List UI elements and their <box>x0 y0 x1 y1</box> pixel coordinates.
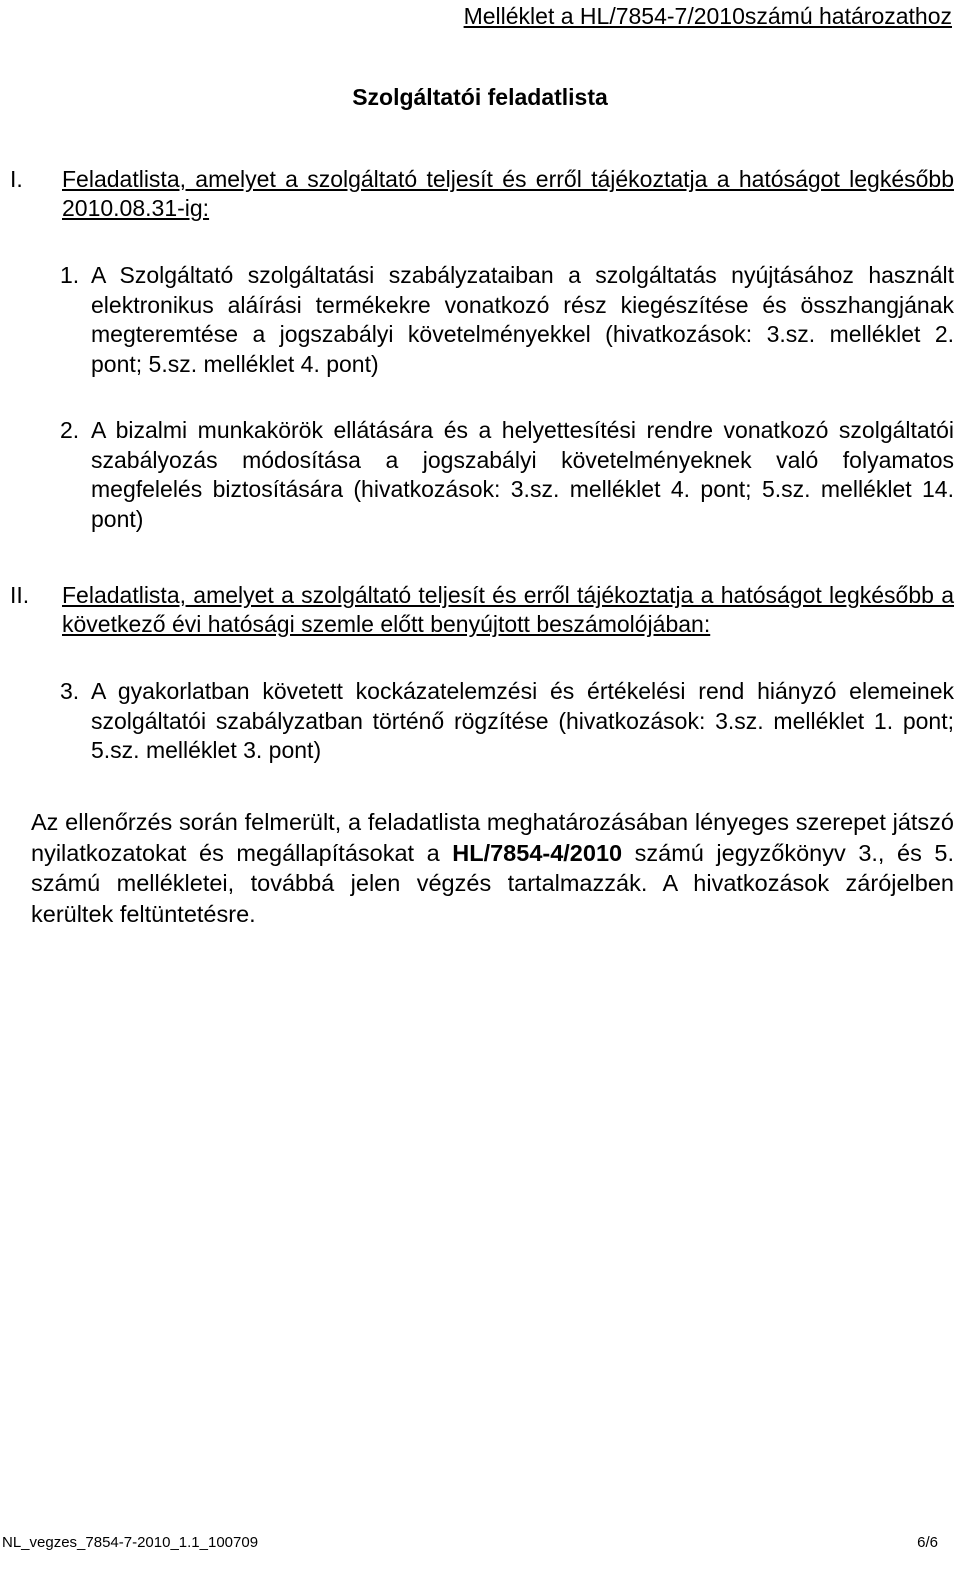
task-item-3 <box>60 677 954 766</box>
protocol-reference: HL/7854-4/2010 <box>452 839 623 866</box>
section-number: I. <box>10 166 23 192</box>
item-number: 3. <box>60 678 80 704</box>
closing-text-start: Az ellenőrzés során felmerült, a feladatlista meghatározásában lényeges szerepet játszó nyilatkozatokat és megállapításokat a <box>31 809 954 866</box>
section-number: II. <box>10 582 30 608</box>
section-heading-1 <box>10 165 954 223</box>
item-text: A Szolgáltató szolgáltatási szabályzataiban a szolgáltatás nyújtásához használt elektronikus aláírási termékekre vonatkozó rész kiegészítése és összhangjának megteremtése a jogszabályi követelményekkel (hivatkozások: 3.sz. melléklet 2. pont; 5.sz. melléklet 4. pont) <box>91 262 954 377</box>
footer-page-number: 6/6 <box>917 1534 938 1551</box>
closing-paragraph <box>31 807 954 929</box>
attachment-title: Melléklet a HL/7854-7/2010számú határozathoz <box>463 3 952 29</box>
section-heading-text: Feladatlista, amelyet a szolgáltató teljesít és erről tájékoztatja a hatóságot legkésőbb a következő évi hatósági szemle előtt benyújtott beszámolójában: <box>62 582 954 637</box>
closing-text-end: számú jegyzőkönyv 3., és 5. számú mellékletei, továbbá jelen végzés tartalmazzák. A hivatkozások zárójelben kerültek feltüntetésre. <box>31 839 954 927</box>
document-title: Szolgáltatói feladatlista <box>352 84 608 110</box>
footer-file-id: NL_vegzes_7854-7-2010_1.1_100709 <box>2 1534 259 1551</box>
task-item-1 <box>60 261 954 379</box>
section-heading-text: Feladatlista, amelyet a szolgáltató teljesít és erről tájékoztatja a hatóságot legkésőbb 2010.08.31-ig: <box>62 166 954 221</box>
item-number: 2. <box>60 417 80 443</box>
item-text: A gyakorlatban követett kockázatelemzési és értékelési rend hiányzó elemeinek szolgáltatói szabályzatban történő rögzítése (hivatkozások: 3.sz. melléklet 1. pont; 5.sz. melléklet 3. pont) <box>91 678 954 763</box>
item-text: A bizalmi munkakörök ellátására és a helyettesítési rendre vonatkozó szolgáltatói szabályozás módosítása a jogszabályi követelményeknek való folyamatos megfelelés biztosítására (hivatkozások: 3.sz. melléklet 4. pont; 5.sz. melléklet 14. pont) <box>91 417 954 532</box>
section-heading-2 <box>10 581 954 639</box>
item-number: 1. <box>60 262 80 288</box>
task-item-2 <box>60 416 954 534</box>
